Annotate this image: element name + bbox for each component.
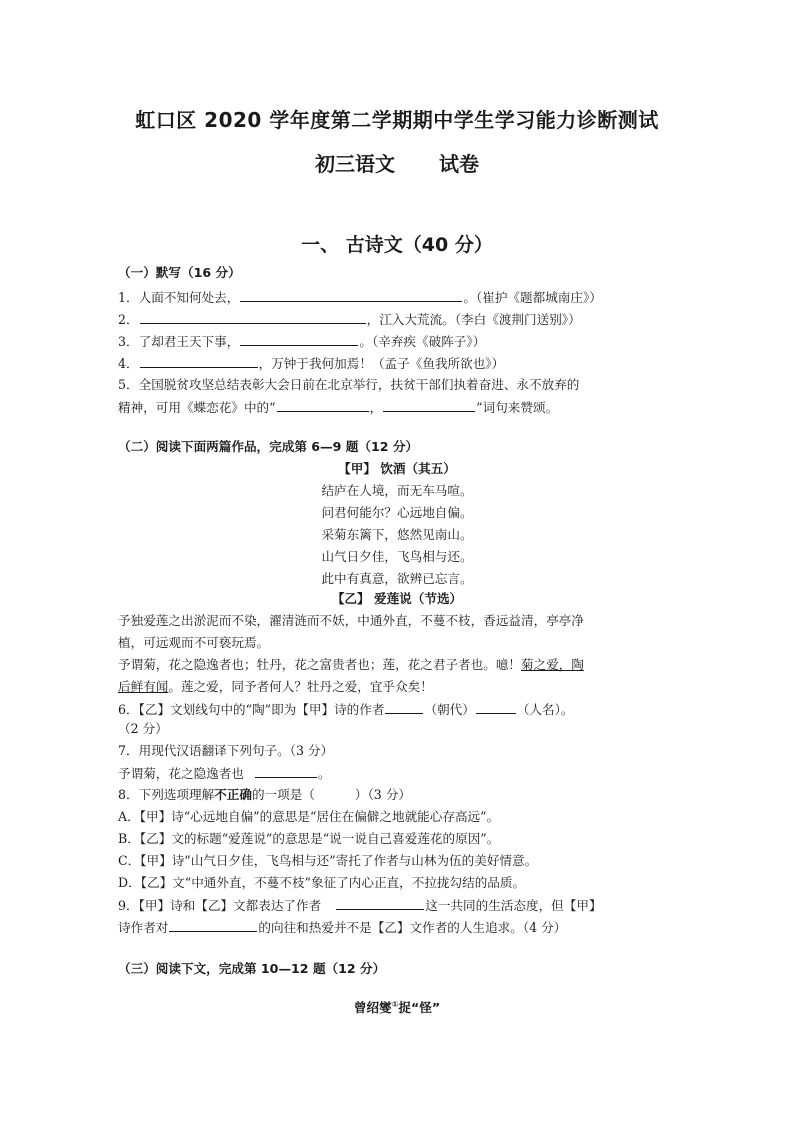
question-3: 3．了却君王天下事， 。（辛弃疾《破阵子》） [118,334,486,349]
question-9-line2: 诗作者对 的向往和热爱并不是【乙】文作者的人生追求。（4 分） [118,920,567,935]
answer-blank[interactable] [277,398,369,412]
poem-line: 结庐在人境，而无车马喧。 [321,483,473,498]
underlined-sentence: 后鲜有闻 [118,679,169,694]
prose-line: 予独爱莲之出淤泥而不染，濯清涟而不妖，中通外直，不蔓不枝，香远益清，亭亭净 [118,613,584,628]
article-title: 曾绍燮①捉“怪” [353,1000,441,1016]
part2-heading: （二）阅读下面两篇作品，完成第 6—9 题（12 分） [118,439,419,454]
part1-heading: （一）默写（16 分） [118,265,241,280]
answer-blank[interactable] [169,918,257,932]
question-5-line1: 5．全国脱贫攻坚总结表彰大会日前在北京举行，扶贫干部们执着奋进、永不放弃的 [118,377,580,392]
exam-subtitle [0,148,794,177]
poem-line: 采菊东篱下，悠然见南山。 [321,527,473,542]
question-5-line2: 精神，可用《蝶恋花》中的“ ， ”词句来赞颂。 [118,400,559,415]
question-6: 6．【乙】文划线句中的“陶”即为【甲】诗的作者 （朝代） （人名）。 [118,702,574,717]
prose-line: 予谓菊，花之隐逸者也；牡丹，花之富贵者也；莲，花之君子者也。噫！菊之爱，陶 [118,657,584,672]
question-4: 4． ，万钟于我何加焉！（孟子《鱼我所欲也》） [118,356,505,371]
prose-yi-title: 【乙】 爱莲说（节选） [331,591,463,606]
subject-label: 初三语文 [315,152,395,176]
answer-blank[interactable] [383,398,475,412]
prose-line: 植，可远观而不可亵玩焉。 [118,635,270,650]
option-c: C．【甲】诗“山气日夕佳，飞鸟相与还”寄托了作者与山林为伍的美好情意。 [118,853,538,868]
prose-line: 后鲜有闻。莲之爱，同予者何人？牡丹之爱，宜乎众矣！ [118,679,433,694]
answer-blank[interactable] [140,310,366,324]
poem-jia-title: 【甲】 饮酒（其五） [338,461,456,476]
answer-blank[interactable] [240,332,358,346]
question-8: 8．下列选项理解不正确的一项是（ ）（3 分） [118,787,412,802]
question-7: 7．用现代汉语翻译下列句子。（3 分） [118,743,334,758]
option-a: A．【甲】诗“心远地自偏”的意思是“居住在偏僻之地就能心存高远”。 [118,809,500,824]
paper-label: 试卷 [439,152,479,176]
part3-heading: （三）阅读下文，完成第 10—12 题（12 分） [118,961,386,976]
underlined-sentence: 菊之爱，陶 [521,657,584,672]
poem-line: 此中有真意，欲辨已忘言。 [321,571,473,586]
emphasis-text: 不正确 [214,787,252,802]
answer-blank[interactable] [240,288,462,302]
poem-line: 山气日夕佳，飞鸟相与还。 [321,549,473,564]
answer-blank[interactable] [140,354,258,368]
question-7-sentence: 予谓菊，花之隐逸者也 。 [118,766,331,781]
question-1: 1．人面不知何处去， 。（崔护《题都城南庄》） [118,290,602,305]
poem-line: 问君何能尔？心远地自偏。 [321,505,473,520]
answer-blank[interactable] [336,896,424,910]
answer-blank[interactable] [476,700,516,714]
answer-blank[interactable] [385,700,423,714]
question-9-line1: 9．【甲】诗和【乙】文都表达了作者 这一共同的生活态度，但【甲】 [118,898,602,913]
question-6-score: （2 分） [118,721,168,736]
section-title: 一、 古诗文（40 分） [301,234,493,256]
exam-title: 虹口区 2020 学年度第二学期期中学生学习能力诊断测试 [135,108,659,132]
answer-blank[interactable] [255,764,317,778]
option-b: B．【乙】文的标题“爱莲说”的意思是“说一说自己喜爱莲花的原因”。 [118,831,500,846]
question-2: 2． ，江入大荒流。（李白《渡荆门送别》） [118,312,581,327]
option-d: D．【乙】文“中通外直，不蔓不枝”象征了内心正直，不拉拢勾结的品质。 [118,875,526,890]
footnote-marker: ① [391,1000,399,1009]
